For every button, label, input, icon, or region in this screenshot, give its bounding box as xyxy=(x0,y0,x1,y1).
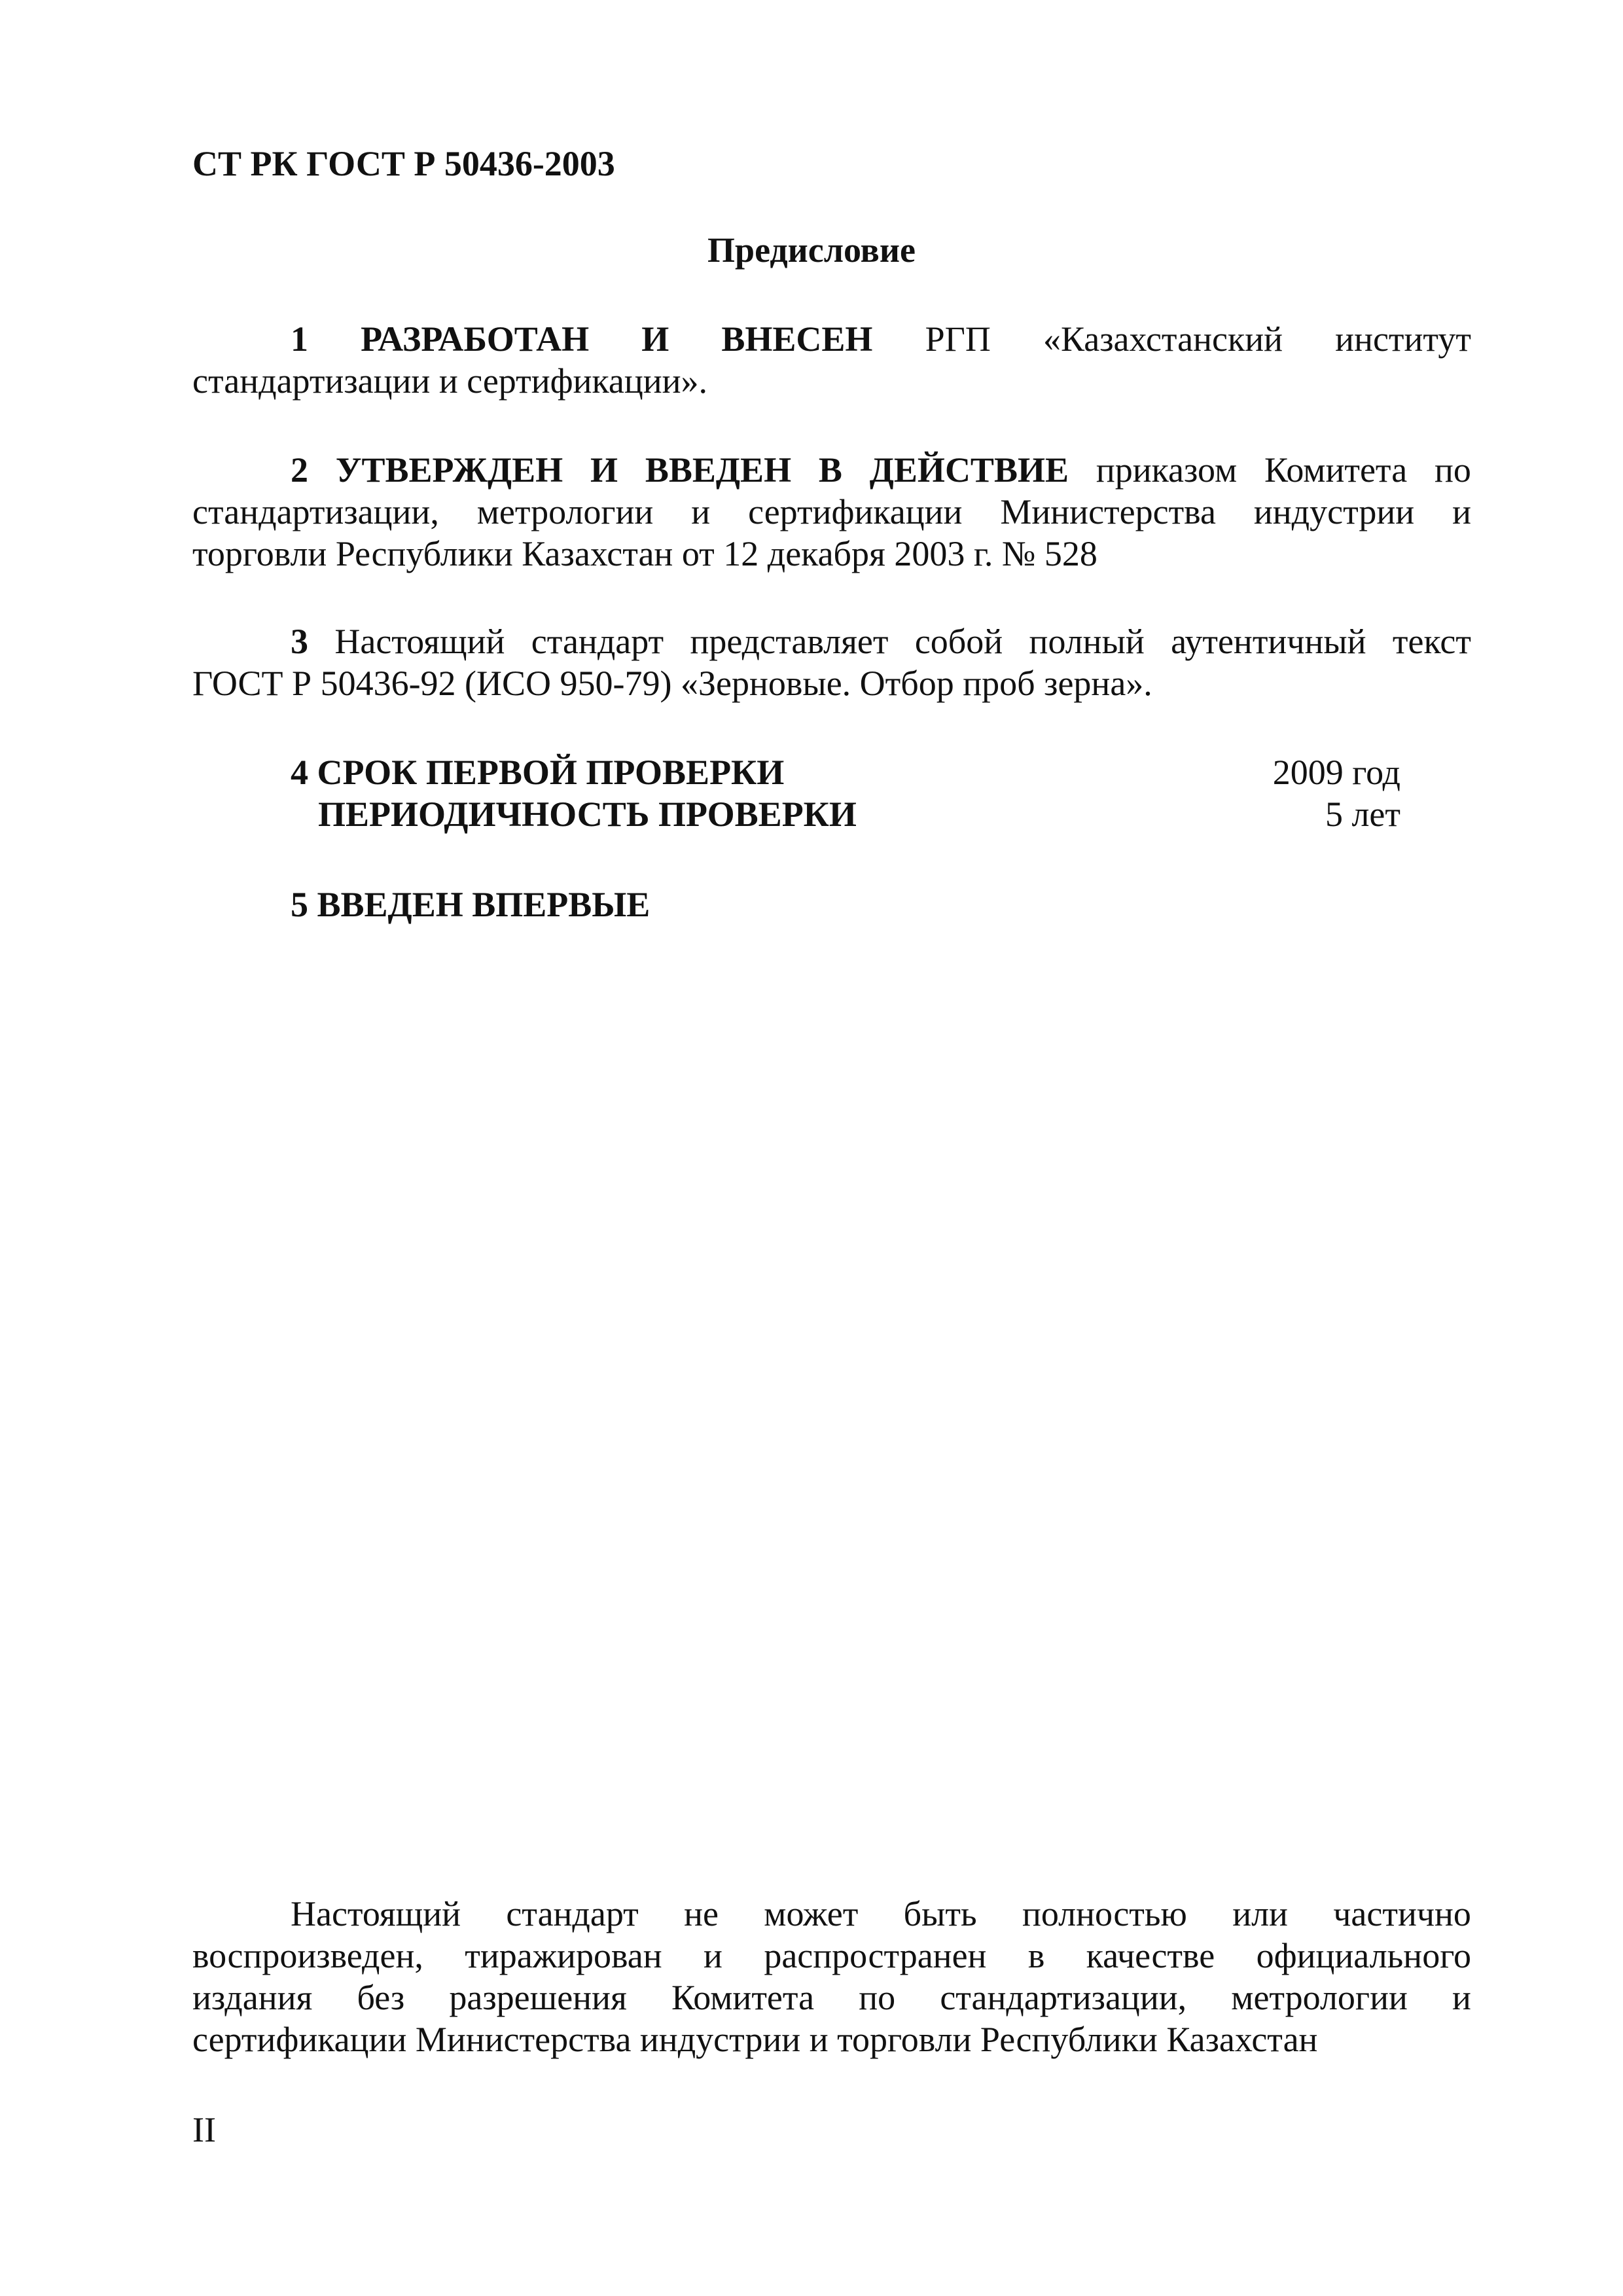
item2-word: В xyxy=(818,450,842,490)
item3-word: Настоящий xyxy=(334,622,505,661)
item3-word: представляет xyxy=(690,622,889,661)
item1-word: РАЗРАБОТАН xyxy=(361,319,590,359)
notice-word: разрешения xyxy=(449,1978,627,2017)
notice-word: частично xyxy=(1333,1894,1471,1933)
item2-word: и xyxy=(691,492,711,531)
item1-line1 xyxy=(291,318,1471,360)
notice-word: не xyxy=(684,1894,719,1933)
item2-word: Министерства xyxy=(1000,492,1216,531)
notice-word: и xyxy=(704,1936,722,1975)
page-title: Предисловие xyxy=(707,230,916,270)
item2-word: Комитета xyxy=(1264,450,1408,490)
item2-line2 xyxy=(192,491,1471,533)
page-number: II xyxy=(192,2110,216,2149)
item1-word: РГП xyxy=(925,319,991,359)
item3-word: полный xyxy=(1029,622,1145,661)
item2-word: и xyxy=(1452,492,1471,531)
item3-number: 3 xyxy=(291,622,308,661)
item2-word: УТВЕРЖДЕН xyxy=(335,450,563,490)
notice-word: качестве xyxy=(1086,1936,1215,1975)
notice-line1 xyxy=(291,1893,1471,1935)
notice-word: Комитета xyxy=(671,1978,815,2017)
notice-word: издания xyxy=(192,1978,313,2017)
notice-word: официального xyxy=(1256,1936,1471,1975)
item2-word: ДЕЙСТВИЕ xyxy=(869,450,1069,490)
item2-word: метрологии xyxy=(476,492,654,531)
notice-word: или xyxy=(1232,1894,1288,1933)
notice-word: распространен xyxy=(764,1936,987,1975)
notice-word: воспроизведен, xyxy=(192,1936,423,1975)
notice-word: полностью xyxy=(1022,1894,1187,1933)
item2-word: индустрии xyxy=(1253,492,1415,531)
notice-word: стандарт xyxy=(506,1894,639,1933)
item2-word: ВВЕДЕН xyxy=(645,450,792,490)
item3-word: собой xyxy=(914,622,1003,661)
item3-word: текст xyxy=(1392,622,1471,661)
notice-word: по xyxy=(859,1978,896,2017)
notice-word: стандартизации, xyxy=(940,1978,1187,2017)
introduced-first-label: 5 ВВЕДЕН ВПЕРВЫЕ xyxy=(291,885,651,924)
first-check-label: 4 СРОК ПЕРВОЙ ПРОВЕРКИ xyxy=(291,753,785,792)
first-check-value: 2009 год xyxy=(1272,753,1400,792)
item2-word: 2 xyxy=(291,450,308,490)
item1-line2: стандартизации и сертификации». xyxy=(192,361,708,401)
notice-word: в xyxy=(1027,1936,1045,1975)
notice-word: быть xyxy=(903,1894,977,1933)
item2-word: по xyxy=(1435,450,1471,490)
item3-word: стандарт xyxy=(531,622,664,661)
item2-word: стандартизации, xyxy=(192,492,439,531)
item3-line2: ГОСТ Р 50436-92 (ИСО 950-79) «Зерновые. Отбор проб зерна». xyxy=(192,664,1152,703)
item1-word: институт xyxy=(1335,319,1471,359)
document-code: СТ РК ГОСТ Р 50436-2003 xyxy=(192,144,615,183)
item2-line1 xyxy=(291,449,1471,491)
item2-word: сертификации xyxy=(748,492,963,531)
item3-line1 xyxy=(291,620,1471,662)
item1-word: «Казахстанский xyxy=(1043,319,1283,359)
item1-number: 1 xyxy=(291,319,308,359)
notice-word: тиражирован xyxy=(465,1936,662,1975)
notice-word: метрологии xyxy=(1231,1978,1408,2017)
check-period-label: ПЕРИОДИЧНОСТЬ ПРОВЕРКИ xyxy=(318,795,857,834)
item2-word: И xyxy=(590,450,618,490)
item2-line3: торговли Республики Казахстан от 12 декабря 2003 г. № 528 xyxy=(192,534,1097,573)
check-period-value: 5 лет xyxy=(1325,795,1400,834)
item2-word: приказом xyxy=(1096,450,1238,490)
item3-word: аутентичный xyxy=(1171,622,1366,661)
notice-line2 xyxy=(192,1935,1471,1977)
notice-word: может xyxy=(764,1894,859,1933)
notice-word: и xyxy=(1452,1978,1471,2017)
notice-line3 xyxy=(192,1977,1471,2018)
notice-word: без xyxy=(357,1978,405,2017)
notice-word: Настоящий xyxy=(291,1894,461,1933)
item1-word: И xyxy=(641,319,669,359)
item1-word: ВНЕСЕН xyxy=(721,319,873,359)
notice-line4: сертификации Министерства индустрии и торговли Республики Казахстан xyxy=(192,2020,1318,2059)
